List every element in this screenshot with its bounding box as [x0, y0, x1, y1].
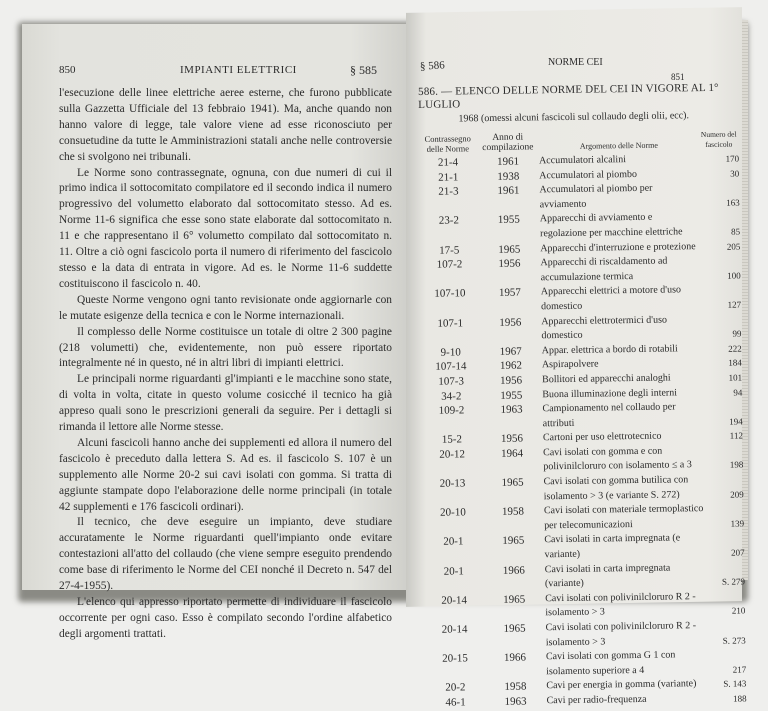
norme-code: 20-14 [441, 623, 468, 636]
argument: Cartoni per uso elettrotecnico [542, 430, 662, 444]
year: 1967 [499, 345, 522, 358]
table-row [419, 181, 741, 215]
argument: Accumulatori alcalini [538, 154, 627, 167]
norme-code: 20-1 [443, 535, 464, 549]
argument: Cavi isolati con gomma e con polivinilcloruro con isolamento ≤ a 3 [543, 445, 692, 473]
norme-code: 23-2 [438, 214, 460, 228]
year: 1961 [496, 155, 520, 168]
table-row [420, 210, 742, 244]
paragraph: Alcuni fascicoli hanno anche dei supplementi ed allora il numero del fascicolo è preceduto dalla lettera S. Ad es. il fascicolo S. 107 è un supplemento alle Norme 20-2 sui cavi isolati con gomma. Si tratta di aggiunte stampate dopo l'elaborazione delle norme principali (in totale 42 supplementi e 176 fascicoli ordinari). [59, 436, 392, 513]
table-row [425, 589, 747, 623]
norme-code: 20-2 [445, 681, 466, 695]
year: 1958 [504, 680, 527, 694]
fascicolo-number: S. 143 [723, 678, 747, 690]
right-section: § 586 [419, 59, 446, 73]
year: 1956 [499, 316, 522, 329]
paragraph: L'elenco qui appresso riportato permette di individuare il fascicolo occorrente per ogni caso. Esso è compilato secondo l'ordine alfabetico degli argomenti trattati. [59, 596, 392, 640]
fascicolo-number: 170 [725, 153, 740, 164]
fascicolo-number: 112 [729, 430, 743, 441]
paragraph: Le Norme sono contrassegnate, ognuna, con due numeri di cui il primo indica il sottocomitato compilatore ed il secondo indica il numero progressivo del volumetto elaborato dal sottocomitato stesso. Ad es. Norme 11-6 significa che esse sono state elaborate dal sottocomitato n. 11 e che rappresentano il 6° volumetto compilato dal sottocomitato n. 11. Oltre a ciò ogni fascicolo porta il numero di riferimento del fascicolo stesso e la data di entrata in vigore. Ad es. le Norme 11-6 suddette costituiscono il fascicolo n. 40. [59, 166, 392, 290]
left-running-title: IMPIANTI ELETTRICI [180, 64, 297, 76]
norme-code: 21-4 [437, 156, 459, 169]
fascicolo-number: 127 [727, 299, 742, 310]
argument: Buona illuminazione degli interni [542, 386, 678, 400]
year: 1963 [500, 403, 523, 416]
table-row [421, 283, 743, 317]
column-header-argument: Argomento delle Norme [579, 140, 658, 151]
fascicolo-number: 94 [733, 387, 743, 398]
norme-code: 20-1 [443, 565, 464, 578]
year: 1966 [503, 651, 527, 665]
left-body-text [59, 86, 392, 643]
fascicolo-number: 207 [730, 547, 745, 558]
argument: Apparecchi di avviamento e regolazione per macchine elettriche [539, 212, 683, 240]
fascicolo-number: 30 [730, 168, 740, 179]
norme-code: 20-12 [439, 448, 466, 461]
paragraph: Queste Norme vengono ogni tanto revisionate onde aggiornarle con le mutate esigenze della tecnica e con le Norme internazionali. [59, 293, 392, 322]
paragraph: Il complesso delle Norme costituisce un totale di oltre 2 300 pagine (218 volumetti) che, evidentemente, non può essere riportato integralmente né in questo, né in altri libri di impianti elettrici. [59, 325, 392, 370]
column-header-code: Contrassegno delle Norme [424, 133, 471, 154]
table-row [423, 473, 745, 507]
argument: Cavi isolati in carta impregnata (e variante) [544, 532, 681, 561]
year: 1956 [498, 257, 521, 271]
norme-code: 20-13 [439, 477, 466, 490]
fascicolo-number: 101 [728, 372, 743, 383]
column-header-year: Anno di compilazione [482, 132, 534, 154]
year: 1965 [503, 622, 526, 635]
fascicolo-number: 85 [730, 226, 741, 237]
argument: Cavi per radio-frequenza [546, 693, 647, 707]
right-running-title: NORME CEI [548, 57, 603, 68]
table-row [424, 502, 746, 536]
argument: Accumulatori al piombo per avviamento [539, 182, 653, 211]
year: 1955 [500, 389, 523, 402]
table-row [425, 560, 747, 594]
fascicolo-number: 209 [730, 489, 744, 500]
fascicolo-number: S. 273 [722, 635, 746, 646]
year: 1956 [500, 432, 524, 446]
argument: Apparecchi d'interruzione e protezione [540, 240, 696, 254]
table-row [423, 443, 745, 477]
norme-code: 20-15 [442, 652, 468, 665]
argument: Appar. elettrica a bordo di rotabili [541, 343, 678, 357]
fascicolo-number: S. 279 [721, 576, 746, 588]
fascicolo-number: 163 [726, 197, 740, 208]
table-row [421, 312, 743, 346]
year: 1965 [502, 534, 525, 548]
table-row [426, 648, 748, 682]
year: 1965 [498, 243, 521, 256]
table-row [422, 400, 744, 434]
argument: Cavi per energia in gomma (variante) [546, 678, 697, 692]
norme-code: 107-1 [437, 316, 464, 330]
norme-code: 34-2 [441, 389, 462, 403]
year: 1938 [497, 170, 520, 183]
table-row [425, 618, 747, 652]
table-header-row [419, 129, 741, 153]
argument: Apparecchi elettrici a motore d'uso domestico [540, 284, 682, 313]
norme-code: 46-1 [445, 696, 466, 709]
argument: Cavi isolati con materiale termoplastico per telecomunicazioni [543, 503, 704, 532]
paragraph: Il tecnico, che deve eseguire un impianto, deve studiare accuratamente le Norme riguardanti quell'impianto onde evitare contestazioni all'atto del collaudo (che viene sempre eseguito prendendo come base di riferimento le Norme del CEI nonché il Decreto n. 547 del 27-4-1955). [59, 516, 392, 593]
argument: Cavi isolati in carta impregnata (variante) [544, 562, 671, 590]
paragraph: Le principali norme riguardanti gl'impianti e le macchine sono state, di volta in volta, citate in questo volume cosicché il tecnico ha già appreso quali sono le prescrizioni generali da seguire. Per i dettagli si rimanda il lettore alle Norme stesse. [59, 373, 392, 434]
year: 1963 [504, 695, 527, 708]
table-heading: 586. — ELENCO DELLE NORME DEL CEI IN VIGORE AL 1° LUGLIO [418, 81, 719, 111]
year: 1966 [502, 564, 525, 577]
table-row [420, 254, 742, 288]
argument: Apparecchi di riscaldamento ad accumulazione termica [540, 255, 668, 284]
year: 1962 [499, 359, 523, 373]
norme-code: 17-5 [439, 244, 460, 257]
norme-table [419, 151, 749, 710]
year: 1961 [497, 184, 520, 198]
norme-code: 20-10 [440, 506, 466, 519]
right-page-number: 851 [671, 72, 685, 82]
year: 1955 [497, 213, 520, 227]
fascicolo-number: 210 [731, 605, 746, 617]
fascicolo-number: 188 [733, 693, 747, 704]
argument: Cavi isolati con gomma butilica con isolamento > 3 (e variante S. 272) [543, 474, 689, 502]
year: 1964 [501, 447, 524, 460]
norme-code: 21-3 [438, 185, 459, 198]
table-row [424, 531, 746, 565]
argument: Accumulatori al piombo [539, 168, 638, 181]
year: 1965 [501, 476, 524, 489]
fascicolo-number: 194 [729, 416, 743, 427]
norme-code: 109-2 [438, 404, 465, 417]
fascicolo-number: 139 [730, 518, 745, 529]
fascicolo-number: 222 [728, 343, 742, 354]
argument: Cavi isolati con polivinilcloruro R 2 - isolamento > 3 [545, 620, 697, 648]
left-section: § 585 [350, 63, 377, 77]
year: 1965 [503, 593, 526, 606]
table-row [427, 691, 749, 710]
argument: Cavi isolati con polivinilcloruro R 2 - isolamento > 3 [545, 590, 696, 619]
argument: Apparecchi elettrotermici d'uso domestico [541, 314, 668, 342]
norme-code: 107-10 [434, 287, 466, 301]
norme-code: 20-14 [441, 594, 468, 607]
fascicolo-number: 184 [728, 357, 742, 369]
argument: Campionamento nel collaudo per attributi [542, 401, 676, 429]
norme-code: 107-14 [435, 360, 467, 374]
fascicolo-number: 205 [726, 241, 741, 252]
year: 1957 [498, 286, 521, 300]
paragraph: l'esecuzione delle linee elettriche aeree esterne, che furono pubblicate sulla Gazzetta Ufficiale del 13 febbraio 1941). Ma, anche quando non hanno valore di legge, tale valore viene ad esse riconosciuto per consuetudine da tutte le Amministrazioni statali anche nelle controversie che si svolgono nei tribunali. [59, 87, 392, 163]
fascicolo-number: 198 [729, 459, 744, 471]
norme-list [418, 82, 749, 711]
left-page-number: 850 [59, 64, 76, 76]
year: 1956 [500, 374, 523, 387]
norme-code: 9-10 [440, 346, 461, 359]
column-header-number: Numero del fascicolo [700, 129, 737, 149]
fascicolo-number: 99 [732, 328, 742, 339]
year: 1958 [501, 505, 525, 519]
table-subheading: 1968 (omessi alcuni fascicoli sul collaudo degli olii, ecc). [458, 110, 690, 125]
argument: Cavi isolati con gomma G 1 con isolamento superiore a 4 [545, 649, 676, 678]
fascicolo-number: 217 [732, 664, 747, 675]
norme-code: 21-1 [438, 171, 459, 184]
norme-code: 15-2 [441, 433, 463, 446]
fascicolo-number: 100 [727, 270, 741, 281]
argument: Aspirapolvere [541, 358, 599, 371]
norme-code: 107-3 [438, 375, 465, 388]
norme-code: 107-2 [436, 258, 463, 271]
argument: Bollitori ed apparecchi analoghi [542, 372, 671, 386]
